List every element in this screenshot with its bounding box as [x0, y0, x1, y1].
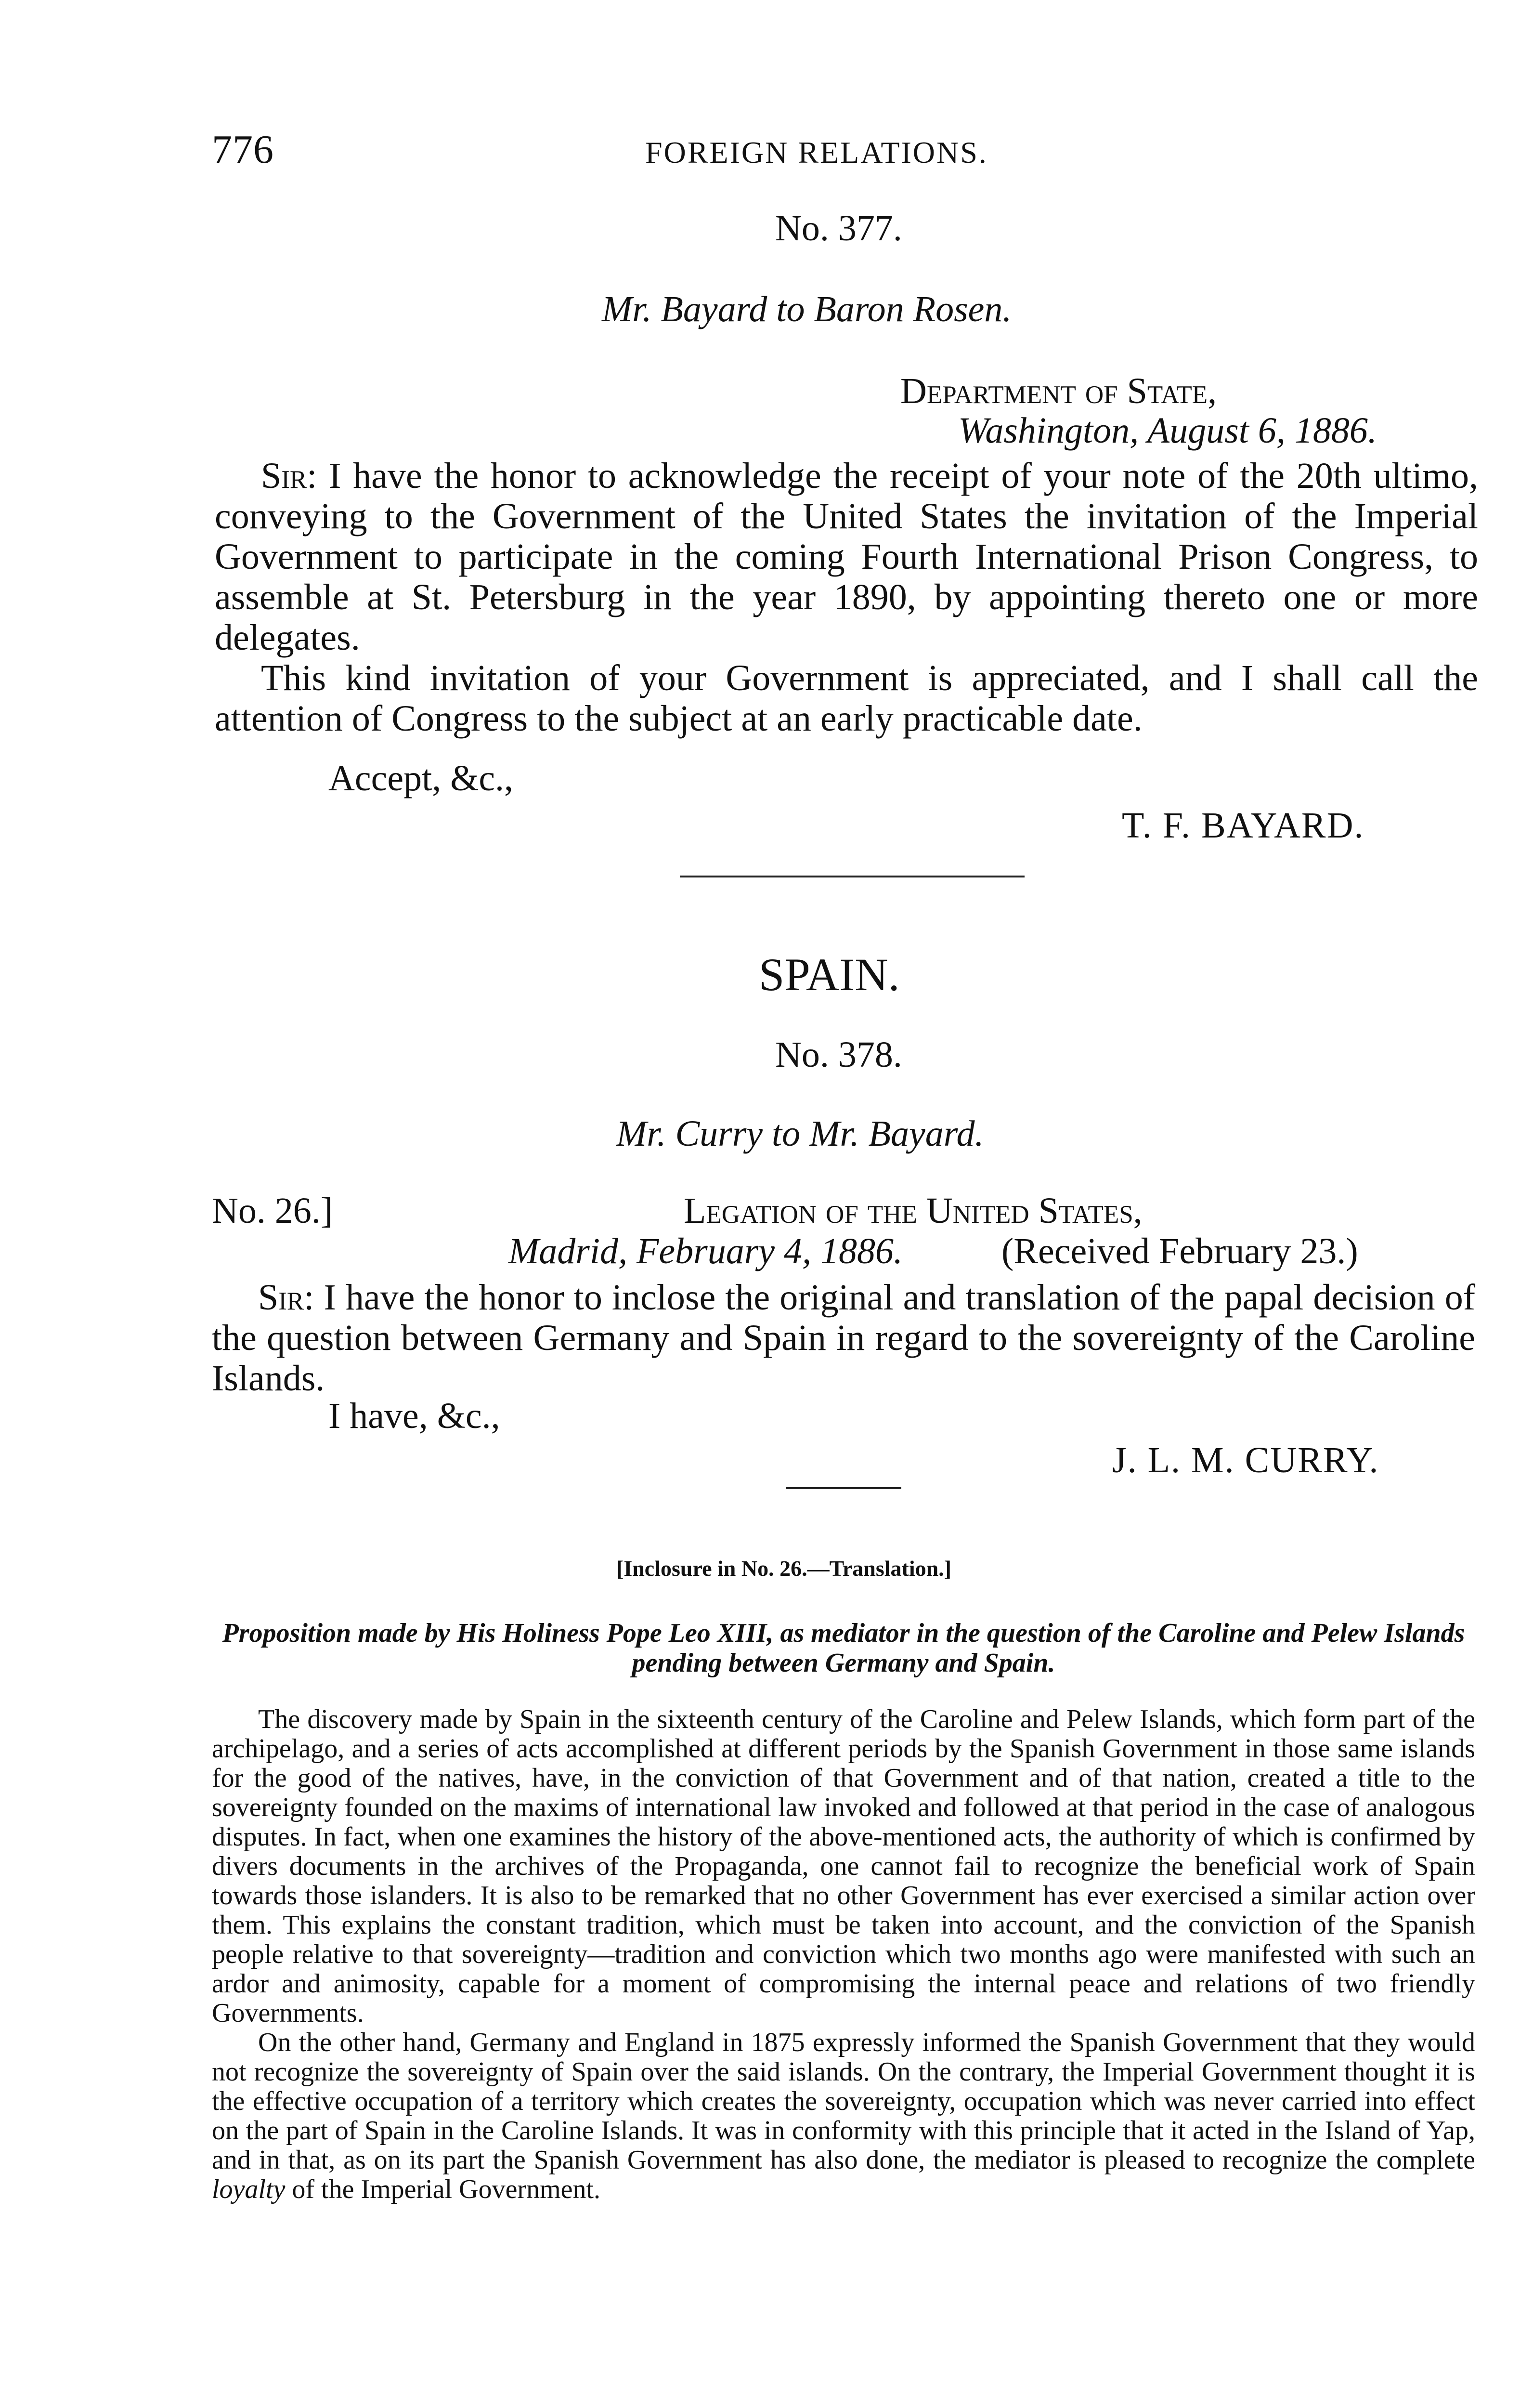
- dateline-office-377: Department of State,: [900, 371, 1217, 411]
- received-date-378: (Received February 23.): [1001, 1231, 1358, 1271]
- paragraph-text: I have the honor to acknowledge the receipt of your note of the 20th ultimo, conveying to the Government of the United States the invitation of the Imperial Government to participate in the coming Fourth International Prison Congress, to assemble at St. Petersburg in the year 1890, by appointing thereto one or more delegates.: [215, 456, 1479, 658]
- inclosure-label: [Inclosure in No. 26.—Translation.]: [616, 1556, 952, 1581]
- signature-377: T. F. BAYARD.: [1122, 805, 1364, 846]
- divider-rule: [680, 876, 1025, 877]
- paragraph: [212, 1277, 1475, 1399]
- letter-body-377: [215, 456, 1478, 739]
- doc-number-378: No. 378.: [775, 1034, 902, 1075]
- paragraph: The discovery made by Spain in the sixteenth century of the Caroline and Pelew Islands, which form part of the archipelago, and a series of acts accomplished at different periods by the Spanish Government in those same islands for the good of the natives, have, in the conviction of that Government and of that nation, created a title to the sovereignty founded on the maxims of international law invoked and followed at that period in the case of analogous disputes. In fact, when one examines the history of the above-mentioned acts, the authority of which is confirmed by divers documents in the archives of the Propaganda, one cannot fail to recognize the beneficial work of Spain towards those islanders. It is also to be remarked that no other Government has ever exercised a similar action over them. This explains the constant tradition, which must be taken into account, and the conviction of the Spanish people relative to that sovereignty—tradition and conviction which two months ago were manifested with such an ardor and animosity, capable for a moment of compromising the internal peace and relations of two friendly Governments.: [212, 1704, 1475, 2028]
- paragraph: [212, 2028, 1475, 2204]
- inclosure-heading: Proposition made by His Holiness Pope Leo XIII, as mediator in the question of the Caroline and Pelew Islands pending between Germany and Spain.: [222, 1618, 1465, 1678]
- doc-title-377: Mr. Bayard to Baron Rosen.: [602, 289, 1012, 329]
- signature-378: J. L. M. CURRY.: [1112, 1440, 1379, 1480]
- closing-378: I have, &c.,: [328, 1396, 500, 1436]
- paragraph-text: On the other hand, Germany and England in 1875 expressly informed the Spanish Government that they would not recognize the sovereignty of Spain over the said islands. On the contrary, the Imperial Government thought it is the effective occupation of a territory which creates the sovereignty, occupation which was never carried into effect on the part of Spain in the Caroline Islands. It was in conformity with this principle that it acted in the Island of Yap, and in that, as on its part the Spanish Government has also done, the mediator is pleased to recognize the complete: [212, 2028, 1475, 2175]
- paragraph-text: of the Imperial Government.: [292, 2174, 601, 2204]
- salutation-377: Sir:: [261, 456, 317, 496]
- dateline-office-378: Legation of the United States,: [684, 1191, 1143, 1231]
- inclosure-body: [212, 1705, 1475, 2204]
- dateline-place-377: Washington, August 6, 1886.: [958, 410, 1377, 451]
- section-title: SPAIN.: [759, 949, 900, 1000]
- running-title: FOREIGN RELATIONS.: [645, 135, 988, 170]
- letter-body-378: [212, 1277, 1475, 1399]
- doc-title-378: Mr. Curry to Mr. Bayard.: [616, 1113, 984, 1154]
- closing-377: Accept, &c.,: [328, 758, 514, 798]
- doc-ref-378: No. 26.]: [212, 1191, 333, 1231]
- paragraph: This kind invitation of your Government is appreciated, and I shall call the attention of Congress to the subject at an early practicable date.: [215, 658, 1478, 739]
- page-number: 776: [212, 127, 274, 172]
- paragraph-text: I have the honor to inclose the original and translation of the papal decision of the question between Germany and Spain in regard to the sovereignty of the Caroline Islands.: [212, 1277, 1476, 1399]
- doc-number-377: No. 377.: [775, 208, 902, 249]
- emphasis-loyalty: loyalty: [212, 2174, 286, 2204]
- dateline-place-378: Madrid, February 4, 1886.: [508, 1231, 903, 1271]
- paragraph: [215, 456, 1478, 658]
- salutation-378: Sir:: [258, 1277, 314, 1318]
- short-rule: [786, 1487, 901, 1489]
